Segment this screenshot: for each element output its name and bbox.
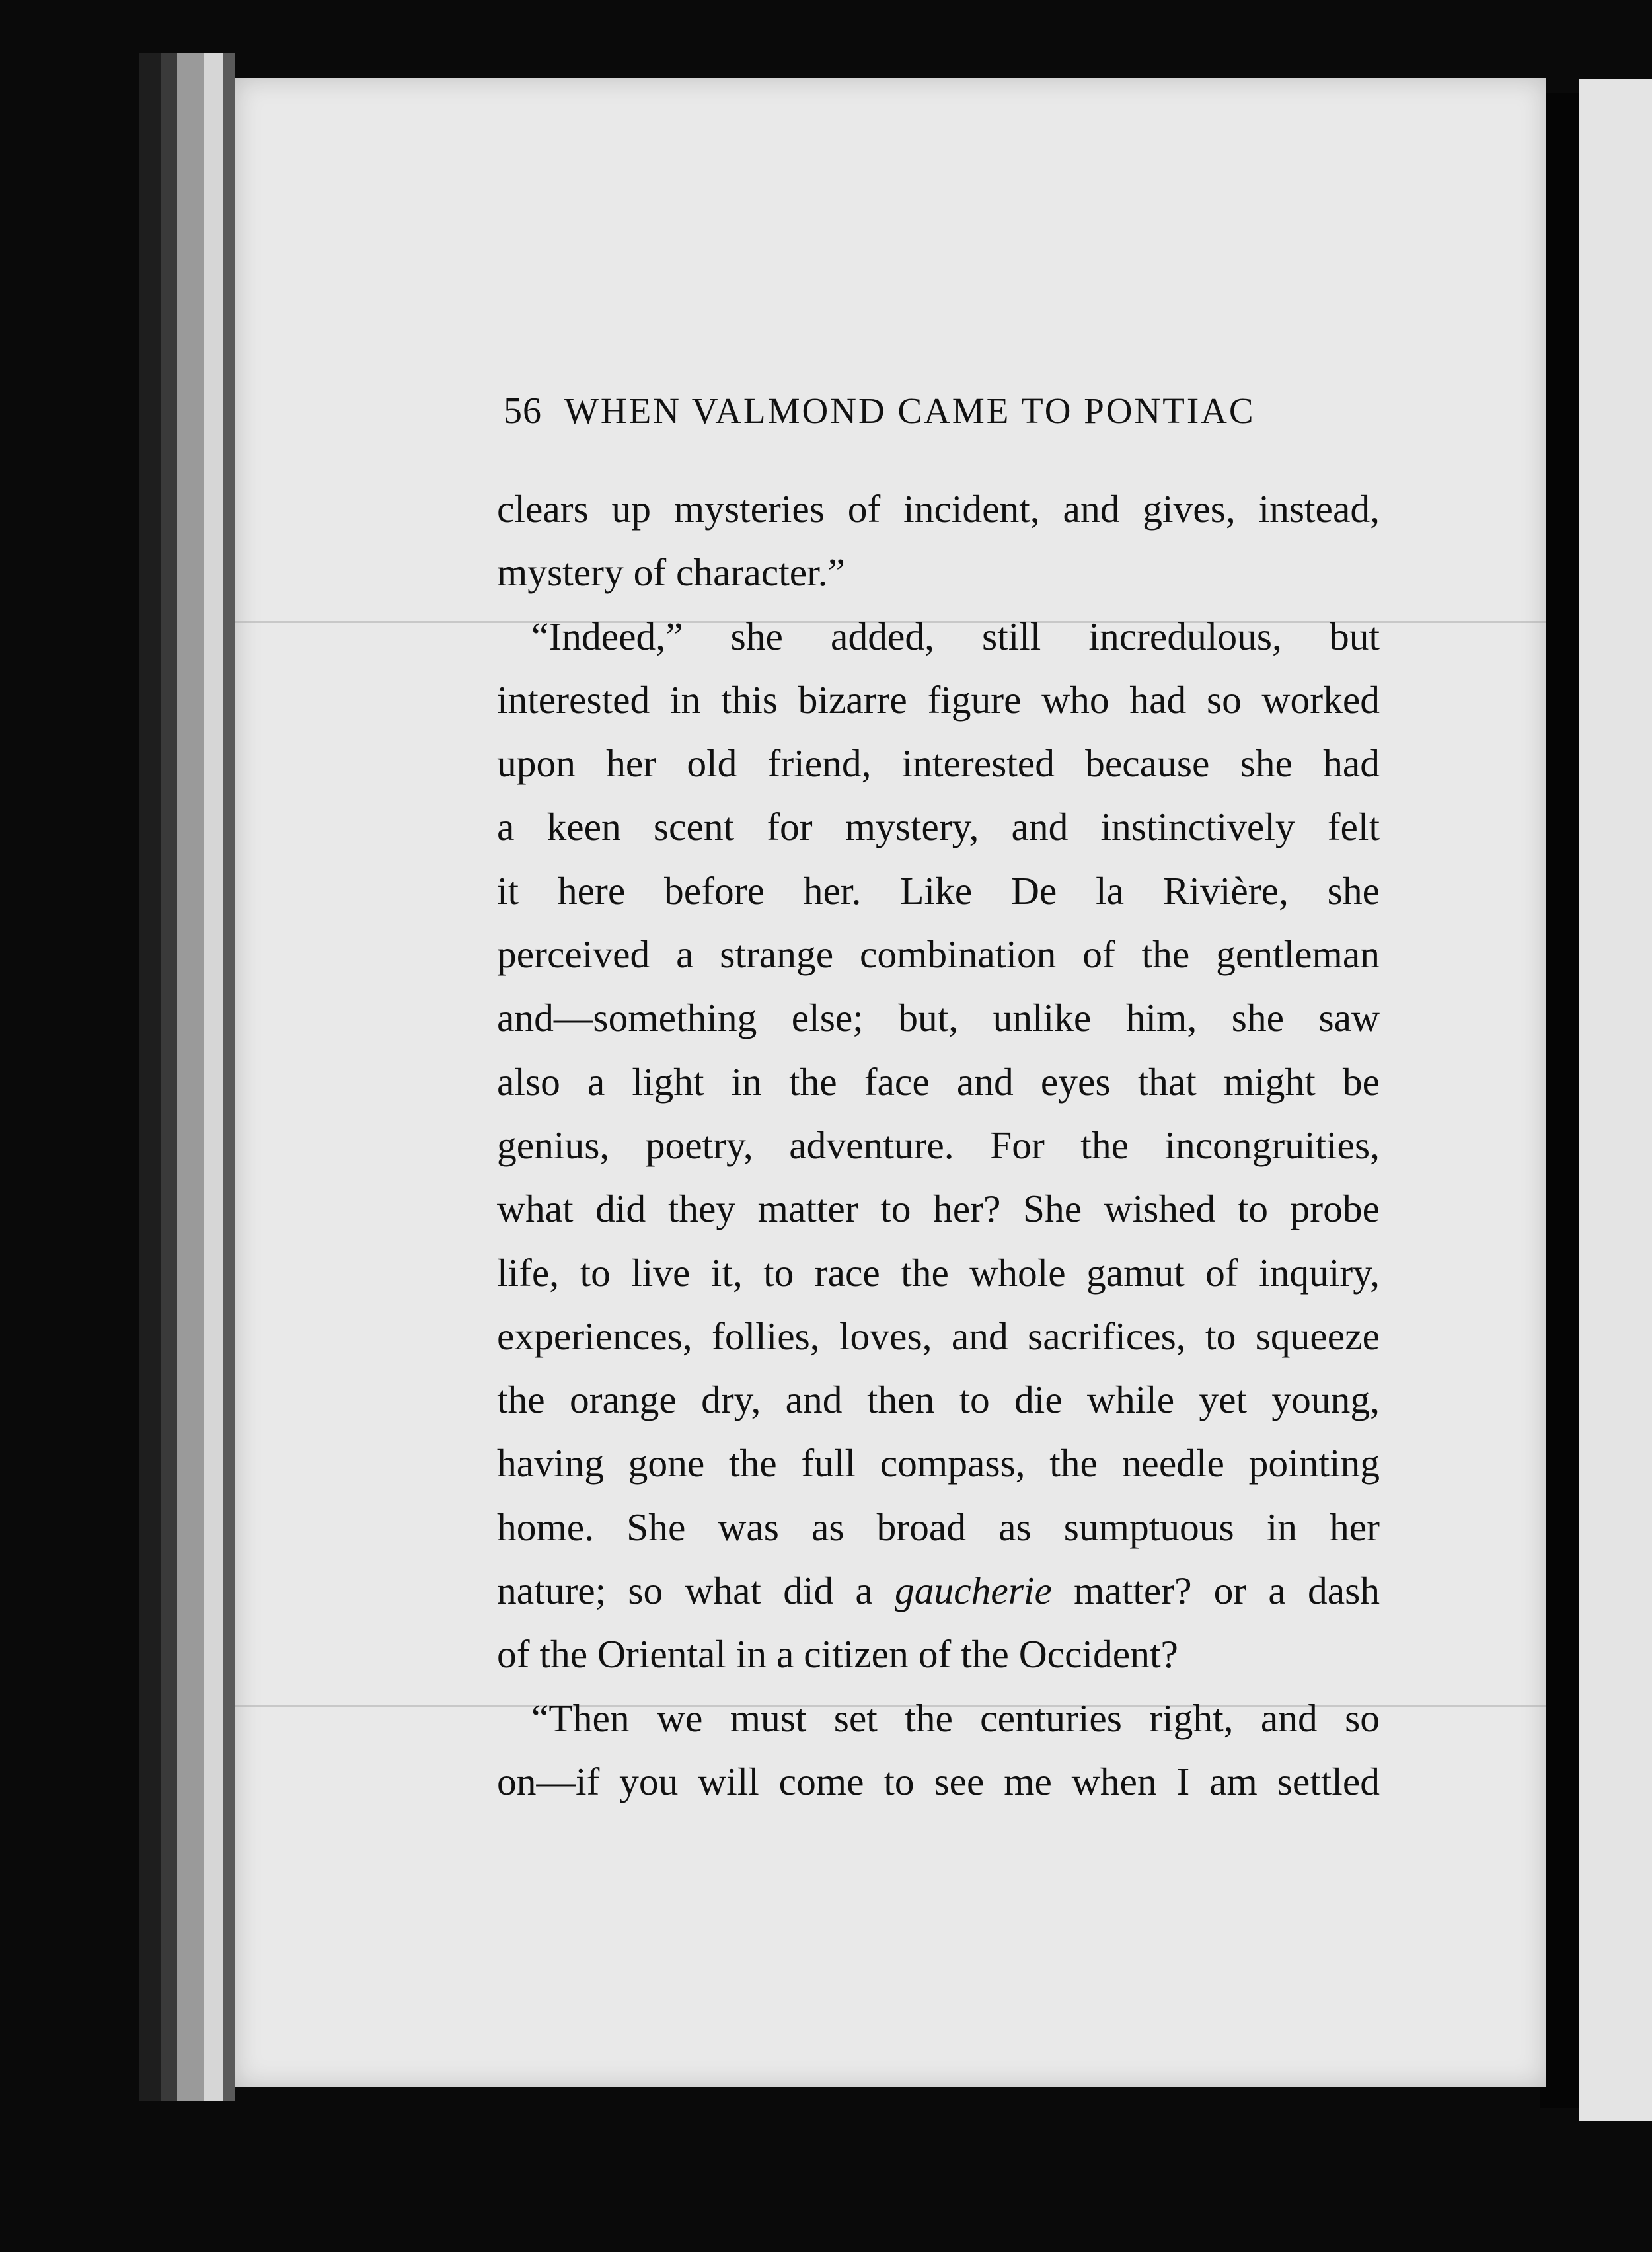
book-edge <box>204 53 223 2101</box>
text-line: a keen scent for mystery, and instinctively felt <box>497 805 1380 849</box>
text-line-with-italic <box>497 1559 1380 1622</box>
body-text <box>497 477 1380 1813</box>
text-line: upon her old friend, interested because she had <box>497 741 1380 786</box>
italic-word: gaucherie <box>895 1569 1052 1613</box>
running-title: WHEN VALMOND CAME TO PONTIAC <box>564 391 1256 431</box>
text-line: life, to live it, to race the whole gamut of inquiry, <box>497 1250 1380 1295</box>
text-line: genius, poetry, adventure. For the incongruities, <box>497 1123 1380 1167</box>
book-edge <box>139 53 161 2101</box>
text-line: home. She was as broad as sumptuous in her <box>497 1505 1380 1549</box>
text-line: interested in this bizarre figure who had so worked <box>497 677 1380 722</box>
text-line: also a light in the face and eyes that might be <box>497 1059 1380 1104</box>
text-line: and—something else; but, unlike him, she saw <box>497 996 1380 1040</box>
text-line: “Then we must set the centuries right, and so <box>531 1696 1380 1740</box>
text-segment: nature; so what did a <box>497 1569 873 1613</box>
text-line: it here before her. Like De la Rivière, she <box>497 868 1380 913</box>
text-line: experiences, follies, loves, and sacrifices, to squeeze <box>497 1314 1380 1358</box>
text-line: what did they matter to her? She wished to probe <box>497 1187 1380 1231</box>
text-line: the orange dry, and then to die while yet young, <box>497 1378 1380 1422</box>
book-edge <box>177 53 204 2101</box>
text-line: on—if you will come to see me when I am settled <box>497 1759 1380 1803</box>
text-segment: matter? or a dash <box>1074 1569 1380 1613</box>
facing-page-sliver <box>1579 79 1652 2121</box>
text-line: clears up mysteries of incident, and gives, instead, <box>497 487 1380 531</box>
book-edge <box>223 53 235 2101</box>
book-edge <box>161 53 177 2101</box>
page-number: 56 <box>504 391 542 432</box>
text-line: of the Oriental in a citizen of the Occident? <box>497 1632 1178 1676</box>
text-line: having gone the full compass, the needle pointing <box>497 1441 1380 1485</box>
running-head <box>504 390 1343 443</box>
text-line: perceived a strange combination of the gentleman <box>497 932 1380 977</box>
text-line: “Indeed,” she added, still incredulous, but <box>531 614 1380 658</box>
text-line: mystery of character.” <box>497 550 845 595</box>
